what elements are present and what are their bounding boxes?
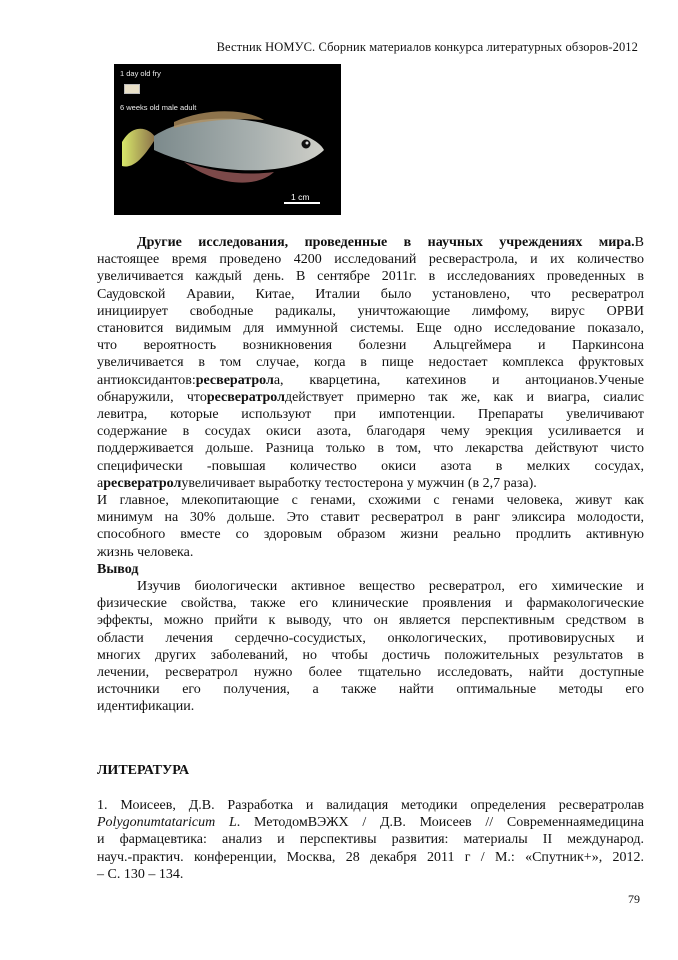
text-line: Саудовской Аравии, Китае, Италии было установлено, что ресвератрол [97,286,644,302]
reference-line [97,814,644,831]
text-line: увеличивается в том случае, когда в пище недостает комплекса фруктовых [97,355,644,371]
adult-label: 6 weeks old male adult [120,103,197,112]
text-line: Изучив биологически активное вещество ресвератрол, его химические и [137,579,644,595]
text-line: левитра, которые используют при импотенции. Препараты увеличивают [97,407,644,423]
reference-line: 1. Моисеев, Д.В. Разработка и валидация методики определения ресвератролав [97,798,644,813]
text-line: становится видимым для иммунной системы. Еще одно исследование показало, [97,321,644,337]
reference-line: и фармацевтика: анализ и перспективы развития: материалы II международ. [97,832,644,848]
conclusion-title: Вывод [97,561,139,577]
text-line: содержание в сосудах окиси азота, благодаря чему эрекция усиливается и [97,424,644,440]
text-line: специфически -повышая количество окиси азота в мелких сосудах, [97,458,644,474]
text-line: жизнь человека. [97,544,194,560]
text-line [97,389,644,406]
text-fragment: . МетодомВЭЖХ / Д.В. Моисеев // Современнаямедицина [236,815,644,831]
text-line: лечении, ресвератрол нужно более тщательно исследовать, найти доступные [97,665,644,681]
text-line: источники его получения, а также найти оптимальные методы его [97,682,644,698]
reference-line: – С. 130 – 134. [97,866,184,882]
running-header: Вестник НОМУС. Сборник материалов конкурса литературных обзоров-2012 [216,40,638,54]
text-line: области лечения сердечно-сосудистых, онкологических, противовирусных и [97,630,644,646]
text-line: В [634,235,644,250]
text-line: увеличивается каждый день. В сентябре 2011г. в исследованиях проведенных в [97,269,644,285]
reference-list [97,797,644,883]
text-line: инициирует свободные радикалы, уничтожающие лимфому, вирус ОРВИ [97,303,644,319]
text-line: многих других заболеваний, но чтобы достичь положительных результатов в [97,647,644,663]
text-fragment: обнаружили, что [97,389,207,405]
resveratrol-term: ресвератрол [103,475,182,491]
text-line: идентификации. [97,699,195,715]
scale-bar [284,202,320,204]
text-line [97,475,644,492]
text-fragment: а [97,475,104,491]
text-line [97,372,644,389]
text-fragment: увеличивает выработку тестостерона у мужчин (в 2,7 раза). [181,475,537,491]
text-line: минимум на 30% дольше. Это ставит ресвератрол в ранг эликсира молодости, [97,510,644,526]
text-line: поддерживается дольше. Разница только в том, что лекарства действуют чисто [97,441,644,457]
resveratrol-term: ресвератрол [206,389,285,405]
section-other-studies [97,234,644,716]
fish-figure [114,64,341,215]
literature-title: ЛИТЕРАТУРА [97,763,190,778]
text-line: эффекты, можно прийти к выводу, что он является перспективным средством в [97,613,644,629]
text-fragment: антиоксидантов: [97,372,196,388]
section-heading: Другие исследования, проведенные в научных учреждениях мира. [137,235,635,250]
text-line: И главное, млекопитающие с генами, схожими с генами человека, живут как [97,493,644,509]
resveratrol-term: ресвератрол [195,372,274,388]
text-line: способного вместе со здоровым образом жизни реально продлить активную [97,527,644,543]
species-name: Polygonumtataricum L [97,815,237,831]
text-line: что вероятность возникновения болезни Альцгеймера и Паркинсона [97,338,644,354]
text-line: физические свойства, также его клинические проявления и фармакологические [97,596,644,612]
fry-label: 1 day old fry [120,69,161,78]
text-fragment: действует примерно так же, как и виагра, сиалис [284,389,644,405]
reference-line: науч.-практич. конференции, Москва, 28 декабря 2011 г / М.: «Спутник+», 2012. [97,849,644,865]
page-number: 79 [628,892,640,906]
text-line: настоящее время проведено 4200 исследований ресвераcтрола, и их количество [97,252,644,268]
text-fragment: а, кварцетина, катехинов и антоцианов.Ученые [273,372,644,388]
scale-label: 1 cm [291,192,310,202]
